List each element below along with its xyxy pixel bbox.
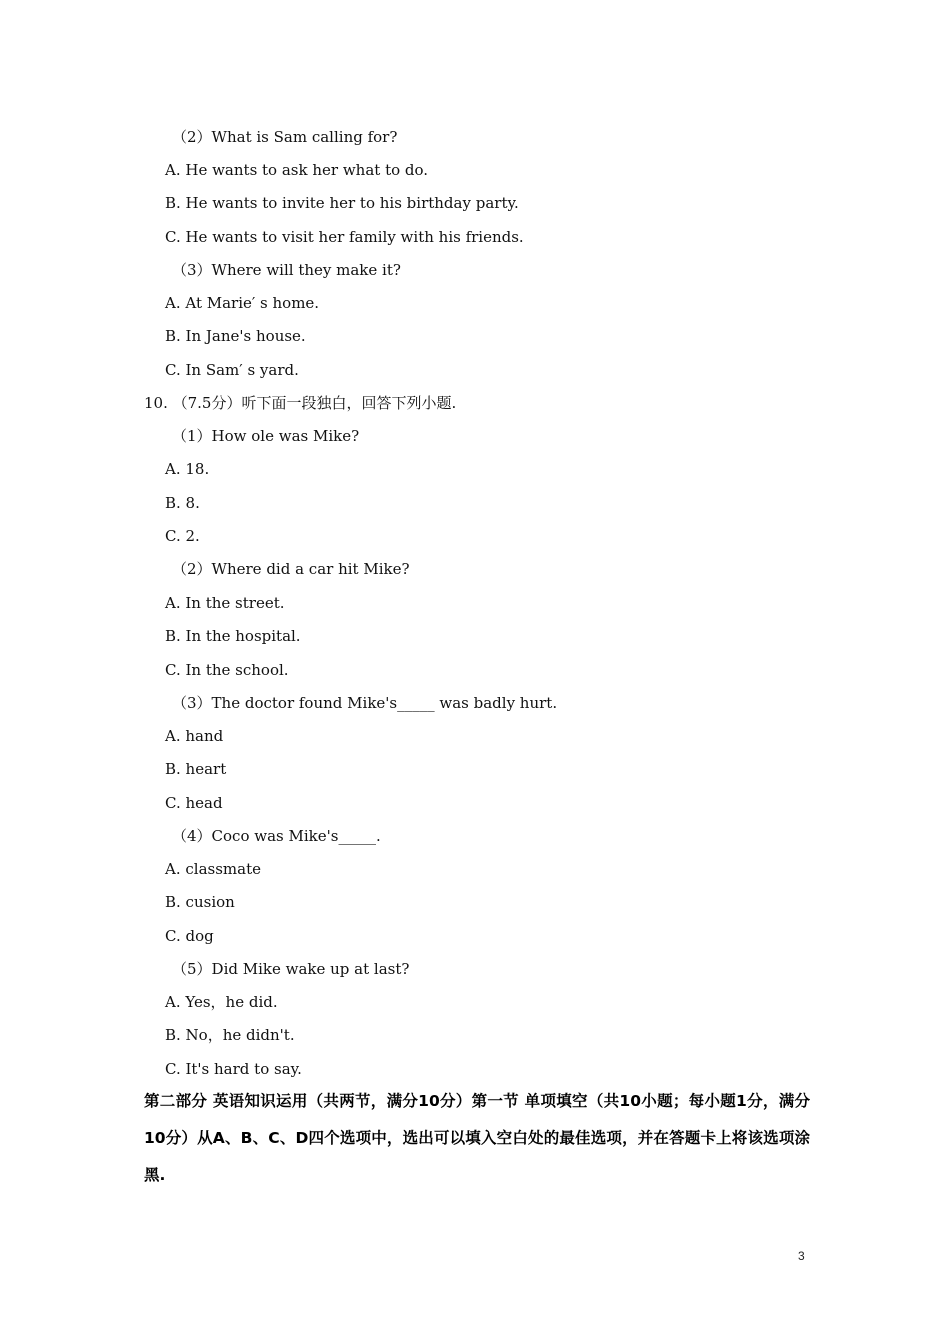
question-9-3: （3）Where will they make it? [172,261,401,279]
page-number: 3 [798,1249,805,1263]
question-10-5: （5）Did Mike wake up at last? [172,960,410,978]
option-b: B. 8. [165,494,200,512]
option-a: A. hand [165,727,224,745]
option-c: C. In Sam′ s yard. [165,361,299,379]
option-a: A. classmate [165,860,261,878]
option-c: C. dog [165,927,214,945]
option-b: B. In Jane's house. [165,327,306,345]
question-10-heading: 10. （7.5分）听下面一段独白，回答下列小题. [144,394,457,412]
option-c: C. It's hard to say. [165,1060,302,1078]
option-b: B. cusion [165,893,235,911]
option-c: C. In the school. [165,661,289,679]
option-b: B. He wants to invite her to his birthday party. [165,194,519,212]
question-10-4: （4）Coco was Mike's_____. [172,827,381,845]
option-a: A. In the street. [165,594,285,612]
section-heading: 第二部分 英语知识运用（共两节，满分10分）第一节 单项填空（共10小题；每小题1分，满分10分）从A、B、C、D四个选项中，选出可以填入空白处的最佳选项，并在答题卡上将该选项涂黑. [144,1092,810,1184]
question-9-2: （2）What is Sam calling for? [172,128,398,146]
option-a: A. At Marie′ s home. [165,294,320,312]
question-10-3: （3）The doctor found Mike's_____ was badly hurt. [172,694,558,712]
option-a: A. He wants to ask her what to do. [165,161,429,179]
option-b: B. heart [165,760,227,778]
option-a: A. 18. [165,460,210,478]
option-c: C. He wants to visit her family with his friends. [165,228,524,246]
option-b: B. In the hospital. [165,627,301,645]
question-10-2: （2）Where did a car hit Mike? [172,560,410,578]
option-c: C. 2. [165,527,200,545]
option-a: A. Yes，he did. [165,993,278,1011]
option-b: B. No，he didn't. [165,1026,295,1044]
option-c: C. head [165,794,223,812]
question-10-1: （1）How ole was Mike? [172,427,360,445]
